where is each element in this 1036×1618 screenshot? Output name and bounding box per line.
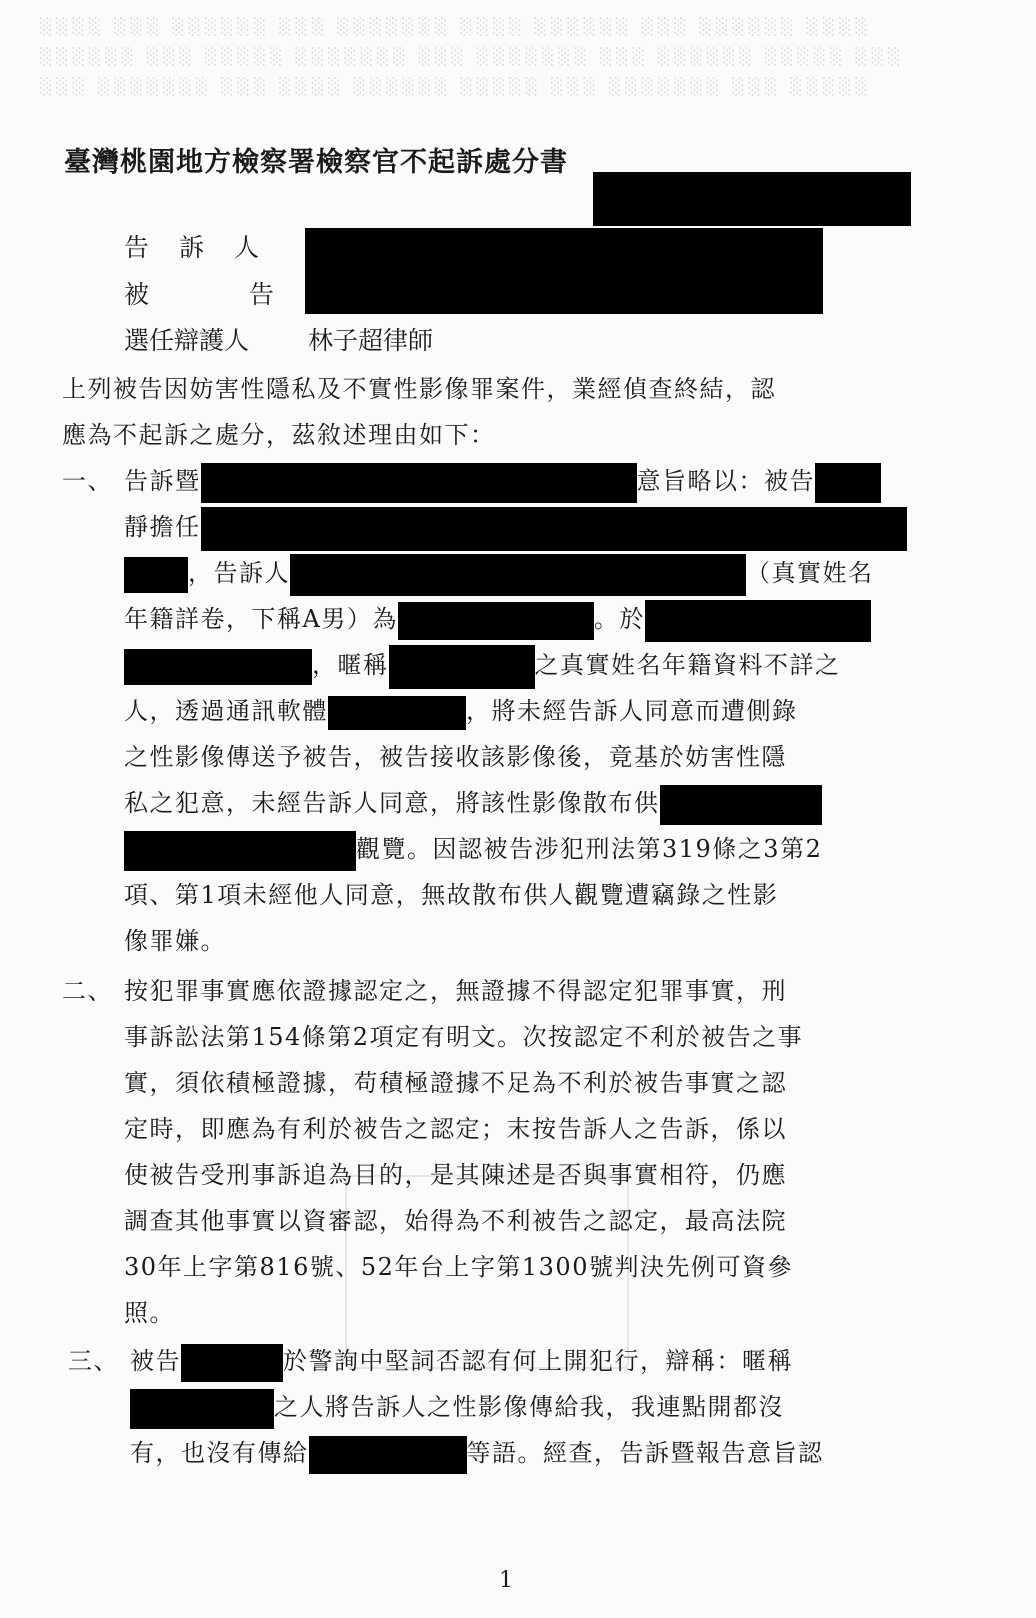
sec2-line xyxy=(62,1290,942,1336)
sec2-line xyxy=(62,1198,942,1244)
intro-line-1: 上列被告因妨害性隱私及不實性影像罪案件，業經偵查終結，認 xyxy=(62,375,776,403)
sec2-line xyxy=(62,1244,942,1290)
counsel-name: 林子超律師 xyxy=(308,326,434,355)
redaction xyxy=(290,554,746,596)
sec1-text: 靜擔任 xyxy=(124,513,201,541)
intro-line-2: 應為不起訴之處分，茲敘述理由如下： xyxy=(62,421,496,449)
intro-paragraph xyxy=(62,366,776,458)
page-number: 1 xyxy=(499,1568,513,1593)
sec1-line-10 xyxy=(62,872,942,918)
redaction xyxy=(181,1344,283,1382)
redaction xyxy=(201,507,907,551)
sec1-line-3 xyxy=(62,550,942,596)
redaction xyxy=(660,785,822,825)
sec1-text: 告訴暨 xyxy=(124,467,201,495)
section-3-number: 三、 xyxy=(68,1347,119,1375)
section-1-number: 一、 xyxy=(62,467,113,495)
sec1-line-2 xyxy=(62,504,942,550)
redaction xyxy=(130,1389,274,1429)
redaction xyxy=(815,463,881,503)
sec1-text: 人，透過通訊軟體 xyxy=(124,697,328,725)
section-2 xyxy=(62,968,942,1336)
section-1 xyxy=(62,458,942,964)
sec2-line xyxy=(62,968,942,1014)
sec1-text: 之性影像傳送予被告，被告接收該影像後，竟基於妨害性隱 xyxy=(124,743,787,771)
sec3-line-1 xyxy=(68,1338,948,1384)
sec1-line-9 xyxy=(62,826,942,872)
redaction xyxy=(389,645,535,689)
sec1-text: ，暱稱 xyxy=(312,651,389,679)
redaction xyxy=(645,600,871,642)
sec2-text: 定時，即應為有利於被告之認定；末按告訴人之告訴，係以 xyxy=(124,1115,787,1143)
sec2-line xyxy=(62,1014,942,1060)
sec1-text: ，告訴人 xyxy=(188,559,290,587)
sec1-text: 意旨略以：被告 xyxy=(636,467,815,495)
sec1-line-6 xyxy=(62,688,942,734)
redaction xyxy=(124,649,312,685)
redaction xyxy=(124,831,356,871)
sec3-text: 等語。經查，告訴暨報告意旨認 xyxy=(466,1439,824,1467)
sec1-text: （真實姓名 xyxy=(746,559,874,587)
sec3-text: 之人將告訴人之性影像傳給我，我連點開都沒 xyxy=(274,1393,784,1421)
redaction-party-names xyxy=(305,228,823,314)
sec2-text: 事訴訟法第154條第2項定有明文。次按認定不利於被告之事 xyxy=(124,1023,804,1051)
redaction xyxy=(328,696,466,730)
sec2-line xyxy=(62,1152,942,1198)
sec1-text: 項、第1項未經他人同意，無故散布供人觀覽遭竊錄之性影 xyxy=(124,881,779,909)
sec3-text: 被告 xyxy=(130,1347,181,1375)
section-2-number: 二、 xyxy=(62,977,113,1005)
sec1-line-7 xyxy=(62,734,942,780)
sec1-text: 像罪嫌。 xyxy=(124,927,226,955)
sec1-line-8 xyxy=(62,780,942,826)
sec2-text: 調查其他事實以資審認，始得為不利被告之認定，最高法院 xyxy=(124,1207,787,1235)
sec1-text: 之真實姓名年籍資料不詳之 xyxy=(534,651,841,679)
section-3 xyxy=(68,1338,948,1476)
sec3-text: 於警詢中堅詞否認有何上開犯行，辯稱：暱稱 xyxy=(283,1347,793,1375)
redaction xyxy=(398,602,594,640)
sec2-line xyxy=(62,1106,942,1152)
sec2-text: 實，須依積極證據，苟積極證據不足為不利於被告事實之認 xyxy=(124,1069,787,1097)
sec1-line-4 xyxy=(62,596,942,642)
sec2-text: 照。 xyxy=(124,1299,175,1327)
sec2-line xyxy=(62,1060,942,1106)
sec3-line-2 xyxy=(68,1384,948,1430)
sec1-text: 。於 xyxy=(593,605,645,633)
sec3-text: 有，也沒有傳給 xyxy=(130,1439,309,1467)
sec2-text: 使被告受刑事訴追為目的，是其陳述是否與事實相符，仍應 xyxy=(124,1161,787,1189)
sec1-text: 私之犯意，未經告訴人同意，將該性影像散布供 xyxy=(124,789,660,817)
document-title: 臺灣桃園地方檢察署檢察官不起訴處分書 xyxy=(64,147,568,178)
sec1-line-1 xyxy=(62,458,942,504)
sec1-text: ，將未經告訴人同意而遭側錄 xyxy=(466,697,798,725)
counsel-label: 選任辯護人 xyxy=(124,326,250,355)
sec1-line-11 xyxy=(62,918,942,964)
sec2-text: 按犯罪事實應依證據認定之，無證據不得認定犯罪事實，刑 xyxy=(124,977,787,1005)
sec1-text: 年籍詳卷，下稱A男）為 xyxy=(124,605,398,633)
bleed-through-text: ░░░░ ░░░ ░░░░░░ ░░░ ░░░░░░░ ░░░░ ░░░░░░ ░░░ ░░░░░░ ░░░░ ░░░░░░ ░░░ ░░░░░ ░░░░░░░ ░░░ ░░░░░░░ ░░░ ░░░░░░ ░░░░░ ░░░ ░░░ ░░░░░░░ ░░░ ░░░░ ░░░░░░ ░░░░░ ░░░ ░░░░░░░ ░░░ ░░░░░ xyxy=(40,17,905,96)
complainant-label: 告訴人 xyxy=(124,233,290,262)
redaction xyxy=(309,1436,467,1474)
sec2-text: 30年上字第816號、52年台上字第1300號判決先例可資參 xyxy=(124,1253,793,1281)
redaction xyxy=(124,557,188,593)
redaction-header xyxy=(593,172,911,226)
sec1-line-5 xyxy=(62,642,942,688)
redaction xyxy=(201,463,637,503)
sec3-line-3 xyxy=(68,1430,948,1476)
defendant-label: 被告 xyxy=(124,280,375,309)
sec1-text: 觀覽。因認被告涉犯刑法第319條之3第2 xyxy=(356,835,823,863)
